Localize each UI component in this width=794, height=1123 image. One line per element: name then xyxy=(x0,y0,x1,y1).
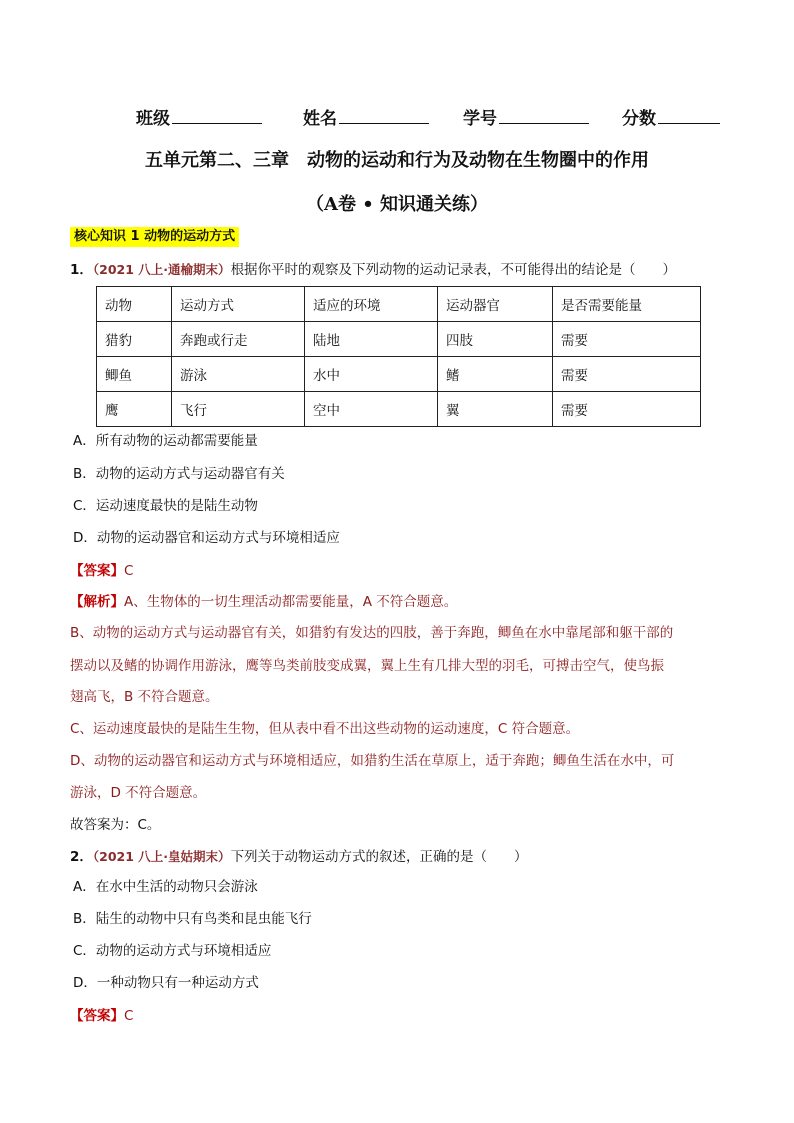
table-cell: 飞行 xyxy=(172,392,305,427)
question-1-answer xyxy=(70,561,133,581)
answer-label: 【答案】 xyxy=(70,563,124,579)
table-cell: 翼 xyxy=(438,392,553,427)
question-1-final-answer: 故答案为：C。 xyxy=(70,817,161,833)
table-header-cell: 运动器官 xyxy=(438,287,553,322)
question-2-number: 2． xyxy=(70,849,93,865)
name-label: 姓名 xyxy=(303,109,337,129)
student-id-blank[interactable] xyxy=(499,105,589,124)
question-1-option-a[interactable]: A．所有动物的运动都需要能量 xyxy=(73,433,258,449)
question-2-answer xyxy=(70,1006,133,1026)
table-row xyxy=(97,392,701,427)
table-header-cell: 是否需要能量 xyxy=(553,287,701,322)
question-2-option-a[interactable]: A．在水中生活的动物只会游泳 xyxy=(73,879,258,895)
table-cell: 需要 xyxy=(553,322,701,357)
analysis-text: A、生物体的一切生理活动都需要能量，A 不符合题意。 xyxy=(124,594,458,610)
question-2-option-b[interactable]: B．陆生的动物中只有鸟类和昆虫能飞行 xyxy=(73,911,312,927)
score-blank[interactable] xyxy=(658,105,720,124)
question-2-option-d[interactable]: D．一种动物只有一种运动方式 xyxy=(73,975,259,991)
name-field[interactable] xyxy=(303,104,429,129)
table-row xyxy=(97,322,701,357)
table-header-row xyxy=(97,287,701,322)
page-title: 五单元第二、三章 动物的运动和行为及动物在生物圈中的作用 xyxy=(145,150,649,171)
question-1-stem xyxy=(70,260,676,280)
question-1-number: 1． xyxy=(70,262,93,278)
table-cell: 水中 xyxy=(305,357,438,392)
motion-record-table xyxy=(96,286,701,427)
table-header-cell: 动物 xyxy=(97,287,172,322)
question-1-analysis-line xyxy=(70,592,457,612)
class-field[interactable] xyxy=(136,104,262,129)
question-1-source: （2021 八上·通榆期末） xyxy=(92,262,231,277)
name-blank[interactable] xyxy=(339,105,429,124)
question-1-analysis-line: D、动物的运动器官和运动方式与环境相适应，如猎豹生活在草原上，适于奔跑；鲫鱼生活在水中，可 xyxy=(70,753,675,769)
analysis-label: 【解析】 xyxy=(70,594,124,610)
student-id-field[interactable] xyxy=(463,104,589,129)
question-1-analysis-line: 翅高飞，B 不符合题意。 xyxy=(70,689,219,705)
question-2-source: （2021 八上·皇姑期末） xyxy=(92,849,231,864)
answer-value: C xyxy=(124,563,134,579)
table-cell: 需要 xyxy=(553,392,701,427)
question-1-analysis-line: B、动物的运动方式与运动器官有关，如猎豹有发达的四肢，善于奔跑，鲫鱼在水中靠尾部和躯干部的 xyxy=(70,625,674,641)
table-cell: 猎豹 xyxy=(97,322,172,357)
question-1-analysis-line: C、运动速度最快的是陆生生物，但从表中看不出这些动物的运动速度，C 符合题意。 xyxy=(70,721,580,737)
answer-value: C xyxy=(124,1008,134,1024)
question-2-text: 下列关于动物运动方式的叙述，正确的是（ ） xyxy=(230,849,528,865)
question-2-stem xyxy=(70,847,528,867)
table-cell: 游泳 xyxy=(172,357,305,392)
table-header-cell: 适应的环境 xyxy=(305,287,438,322)
table-cell: 空中 xyxy=(305,392,438,427)
table-row xyxy=(97,357,701,392)
question-2-option-c[interactable]: C．动物的运动方式与环境相适应 xyxy=(73,943,272,959)
table-header-cell: 运动方式 xyxy=(172,287,305,322)
table-cell: 鹰 xyxy=(97,392,172,427)
table-cell: 鳍 xyxy=(438,357,553,392)
score-label: 分数 xyxy=(622,109,656,129)
question-1-analysis-line: 摆动以及鳍的协调作用游泳，鹰等鸟类前肢变成翼，翼上生有几排大型的羽毛，可搏击空气，使鸟振 xyxy=(70,658,664,674)
class-blank[interactable] xyxy=(172,105,262,124)
table-cell: 四肢 xyxy=(438,322,553,357)
table-cell: 鲫鱼 xyxy=(97,357,172,392)
score-field[interactable] xyxy=(622,104,720,129)
page-subtitle: （A卷 • 知识通关练） xyxy=(305,194,488,215)
student-id-label: 学号 xyxy=(463,109,497,129)
question-1-option-d[interactable]: D．动物的运动器官和运动方式与环境相适应 xyxy=(73,530,340,546)
table-cell: 陆地 xyxy=(305,322,438,357)
question-1-analysis-line: 游泳，D 不符合题意。 xyxy=(70,785,207,801)
question-1-option-c[interactable]: C．运动速度最快的是陆生动物 xyxy=(73,498,258,514)
question-1-text: 根据你平时的观察及下列动物的运动记录表，不可能得出的结论是（ ） xyxy=(230,262,677,278)
knowledge-tag: 核心知识 1 动物的运动方式 xyxy=(70,227,239,247)
class-label: 班级 xyxy=(136,109,170,129)
answer-label: 【答案】 xyxy=(70,1008,124,1024)
table-cell: 需要 xyxy=(553,357,701,392)
question-1-option-b[interactable]: B．动物的运动方式与运动器官有关 xyxy=(73,466,285,482)
table-cell: 奔跑或行走 xyxy=(172,322,305,357)
